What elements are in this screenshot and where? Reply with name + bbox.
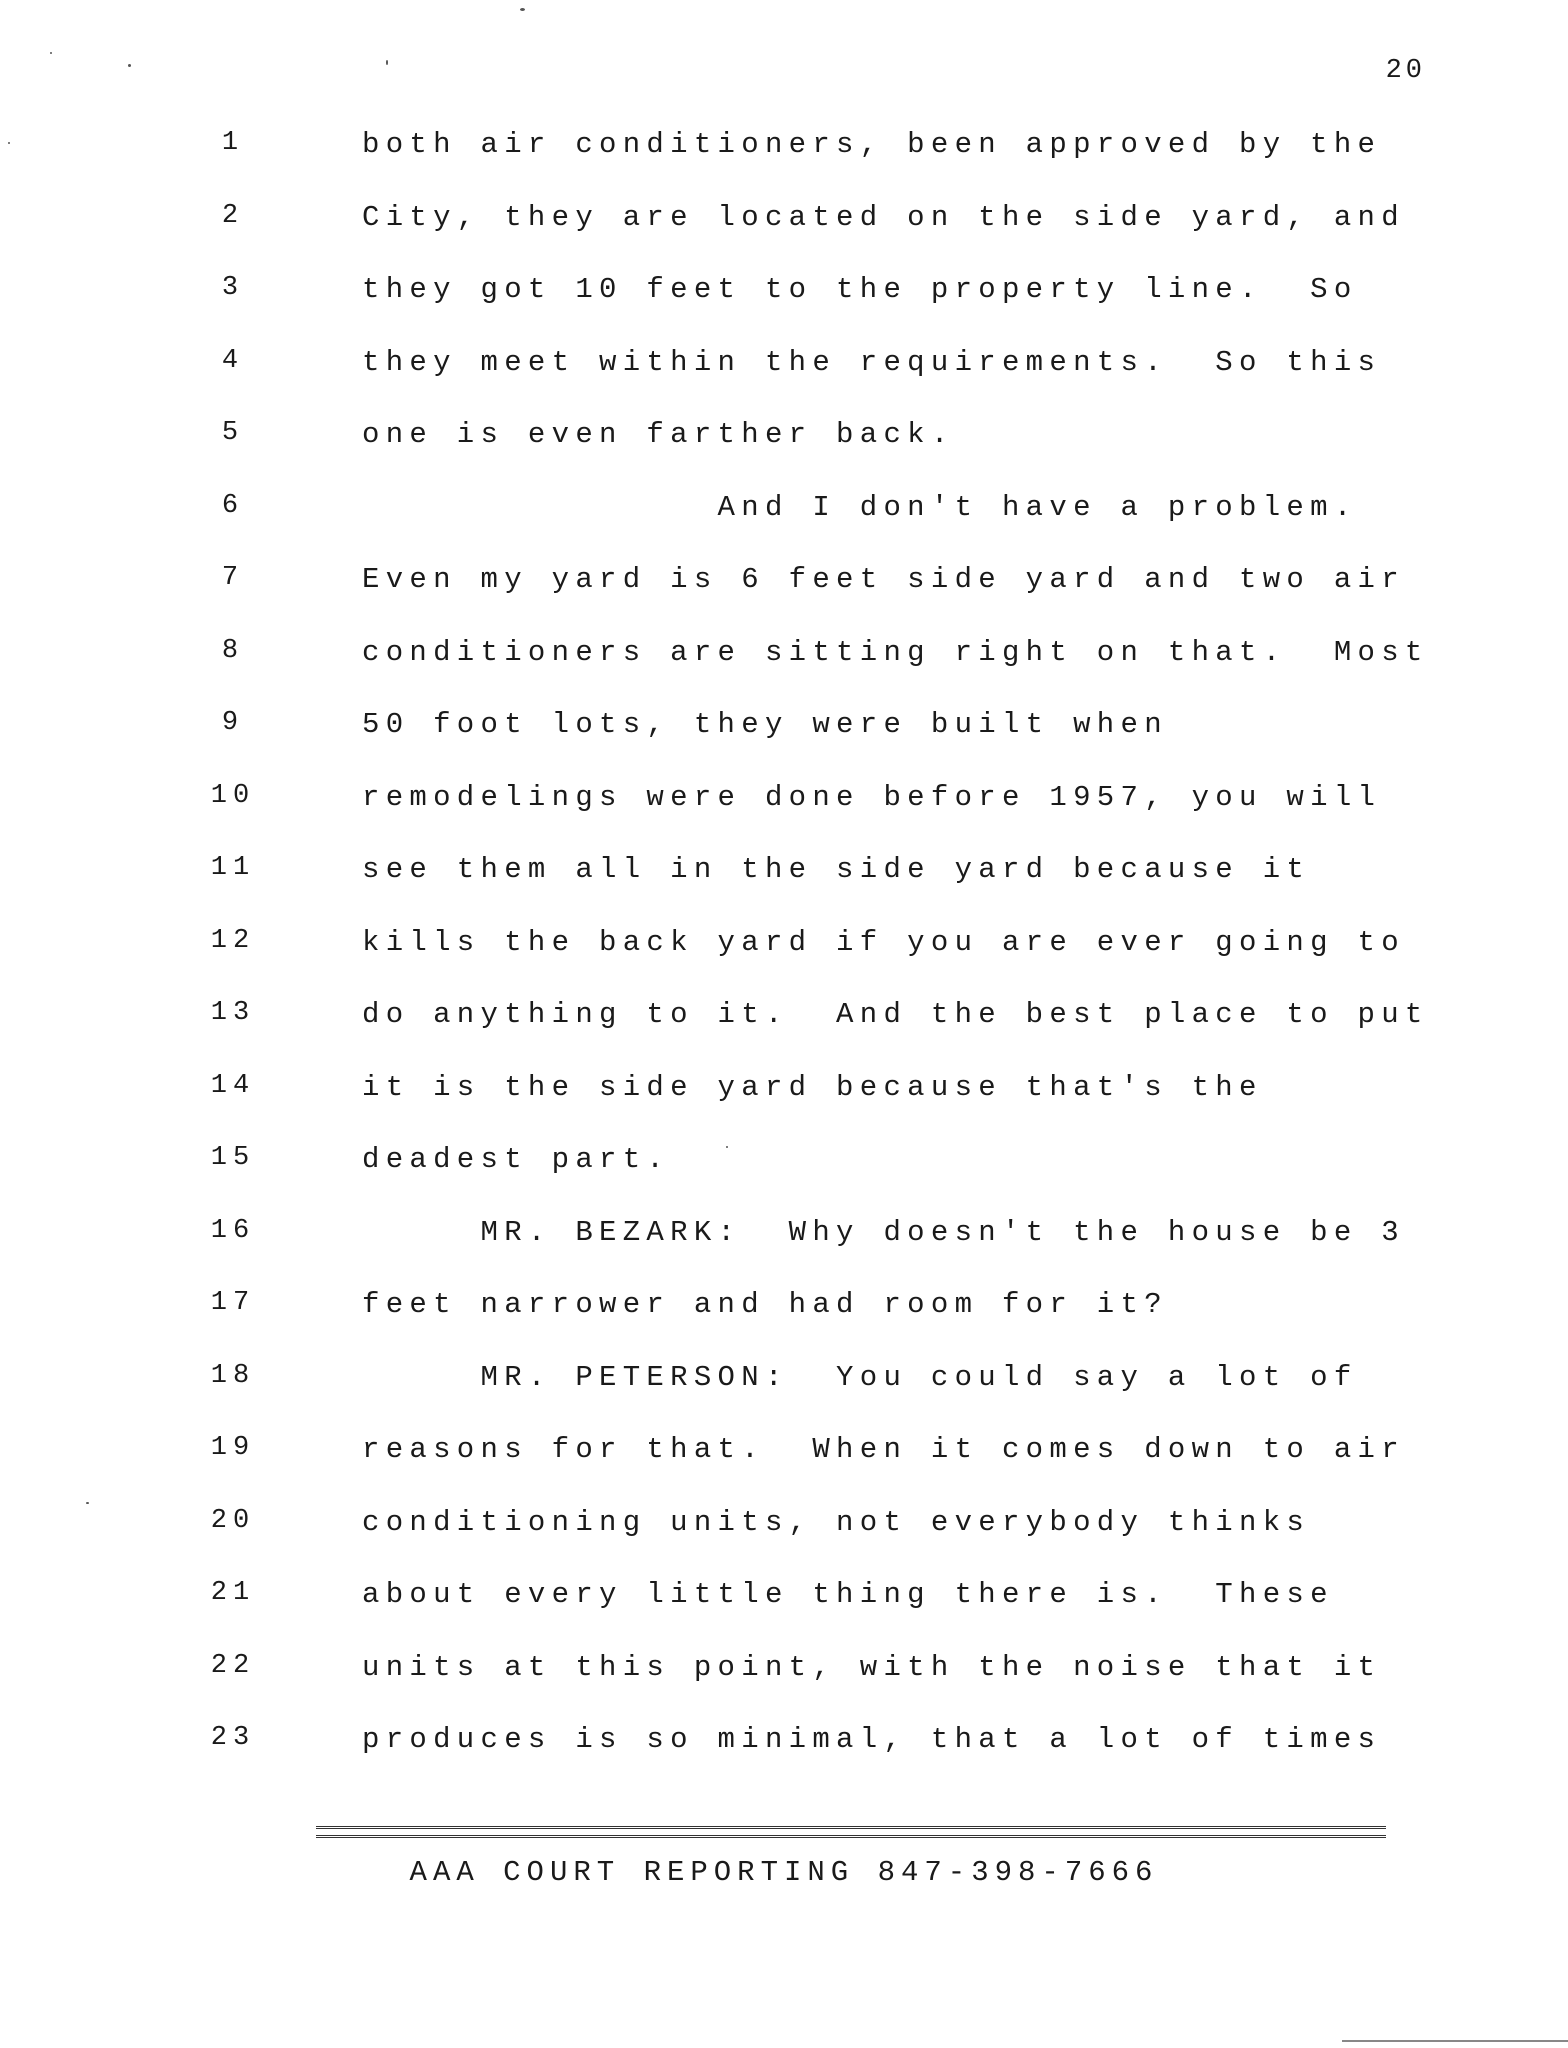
- scan-speck: [726, 1146, 728, 1148]
- transcript-line: [0, 1651, 1568, 1724]
- line-number: 12: [210, 925, 256, 956]
- transcript-body: [0, 128, 1568, 1796]
- line-text: MR. PETERSON: You could say a lot of: [362, 1360, 1358, 1394]
- line-text: feet narrower and had room for it?: [362, 1288, 1168, 1321]
- line-number: 20: [210, 1505, 256, 1536]
- line-number: 2: [221, 200, 245, 231]
- transcript-line: [0, 201, 1568, 274]
- transcript-line: [0, 1071, 1568, 1144]
- line-number: 16: [210, 1215, 256, 1246]
- scan-speck: [520, 8, 525, 11]
- transcript-line: [0, 998, 1568, 1071]
- scan-speck: [386, 60, 388, 65]
- line-number: 18: [210, 1360, 256, 1391]
- transcript-line: [0, 1433, 1568, 1506]
- line-text: reasons for that. When it comes down to air: [362, 1433, 1405, 1466]
- line-number: 23: [210, 1723, 256, 1753]
- scan-speck: [50, 52, 52, 54]
- transcript-line: [0, 491, 1568, 564]
- transcript-line: [0, 1578, 1568, 1651]
- line-number: 19: [210, 1433, 256, 1463]
- transcript-line: [0, 1216, 1568, 1289]
- page-number: 20: [1385, 56, 1426, 86]
- line-number: 10: [210, 780, 256, 811]
- scan-edge-line: [1342, 2040, 1568, 2042]
- line-text: 50 foot lots, they were built when: [362, 708, 1168, 741]
- line-text: it is the side yard because that's the: [362, 1070, 1263, 1104]
- transcript-line: [0, 346, 1568, 419]
- line-text: units at this point, with the noise that it: [362, 1650, 1382, 1684]
- line-number: 8: [221, 635, 245, 666]
- line-number: 21: [210, 1578, 256, 1608]
- line-text: deadest part.: [362, 1143, 671, 1176]
- scan-speck: [128, 64, 131, 67]
- line-text: produces is so minimal, that a lot of times: [362, 1723, 1382, 1756]
- transcript-line: [0, 128, 1568, 201]
- line-number: 9: [221, 708, 245, 738]
- transcript-line: [0, 563, 1568, 636]
- line-text: do anything to it. And the best place to put: [362, 998, 1429, 1031]
- line-number: 7: [221, 563, 245, 593]
- line-text: they got 10 feet to the property line. So: [362, 273, 1358, 306]
- transcript-line: [0, 853, 1568, 926]
- line-text: see them all in the side yard because it: [362, 853, 1311, 886]
- line-number: 3: [221, 273, 245, 303]
- scan-speck: [8, 142, 10, 144]
- line-text: conditioners are sitting right on that. Most: [362, 635, 1429, 669]
- transcript-line: [0, 1723, 1568, 1796]
- line-text: conditioning units, not everybody thinks: [362, 1505, 1311, 1539]
- footer-divider: [316, 1826, 1386, 1838]
- line-text: kills the back yard if you are ever going to: [362, 925, 1405, 959]
- line-text: And I don't have a problem.: [362, 490, 1358, 524]
- transcript-line: [0, 636, 1568, 709]
- transcript-line: [0, 926, 1568, 999]
- transcript-line: [0, 1288, 1568, 1361]
- line-number: 14: [210, 1070, 256, 1101]
- line-number: 4: [221, 345, 245, 376]
- line-number: 1: [221, 128, 245, 158]
- line-text: Even my yard is 6 feet side yard and two air: [362, 563, 1405, 596]
- line-text: they meet within the requirements. So this: [362, 345, 1382, 379]
- line-text: MR. BEZARK: Why doesn't the house be 3: [362, 1215, 1405, 1249]
- line-text: remodelings were done before 1957, you will: [362, 780, 1382, 814]
- line-number: 13: [210, 998, 256, 1028]
- footer-reporter-text: AAA COURT REPORTING 847-398-7666: [409, 1856, 1159, 1889]
- line-number: 6: [221, 490, 245, 521]
- transcript-line: [0, 708, 1568, 781]
- line-number: 5: [221, 418, 245, 448]
- line-number: 11: [210, 853, 256, 883]
- transcript-line: [0, 418, 1568, 491]
- transcript-line: [0, 1506, 1568, 1579]
- line-number: 15: [210, 1143, 256, 1173]
- transcript-line: [0, 781, 1568, 854]
- scan-speck: [86, 1502, 89, 1504]
- line-text: both air conditioners, been approved by the: [362, 128, 1382, 161]
- transcript-line: [0, 1361, 1568, 1434]
- line-text: about every little thing there is. These: [362, 1578, 1334, 1611]
- line-text: one is even farther back.: [362, 418, 955, 451]
- line-text: City, they are located on the side yard, and: [362, 200, 1405, 234]
- transcript-line: [0, 1143, 1568, 1216]
- line-number: 17: [210, 1288, 256, 1318]
- transcript-line: [0, 273, 1568, 346]
- line-number: 22: [210, 1650, 256, 1681]
